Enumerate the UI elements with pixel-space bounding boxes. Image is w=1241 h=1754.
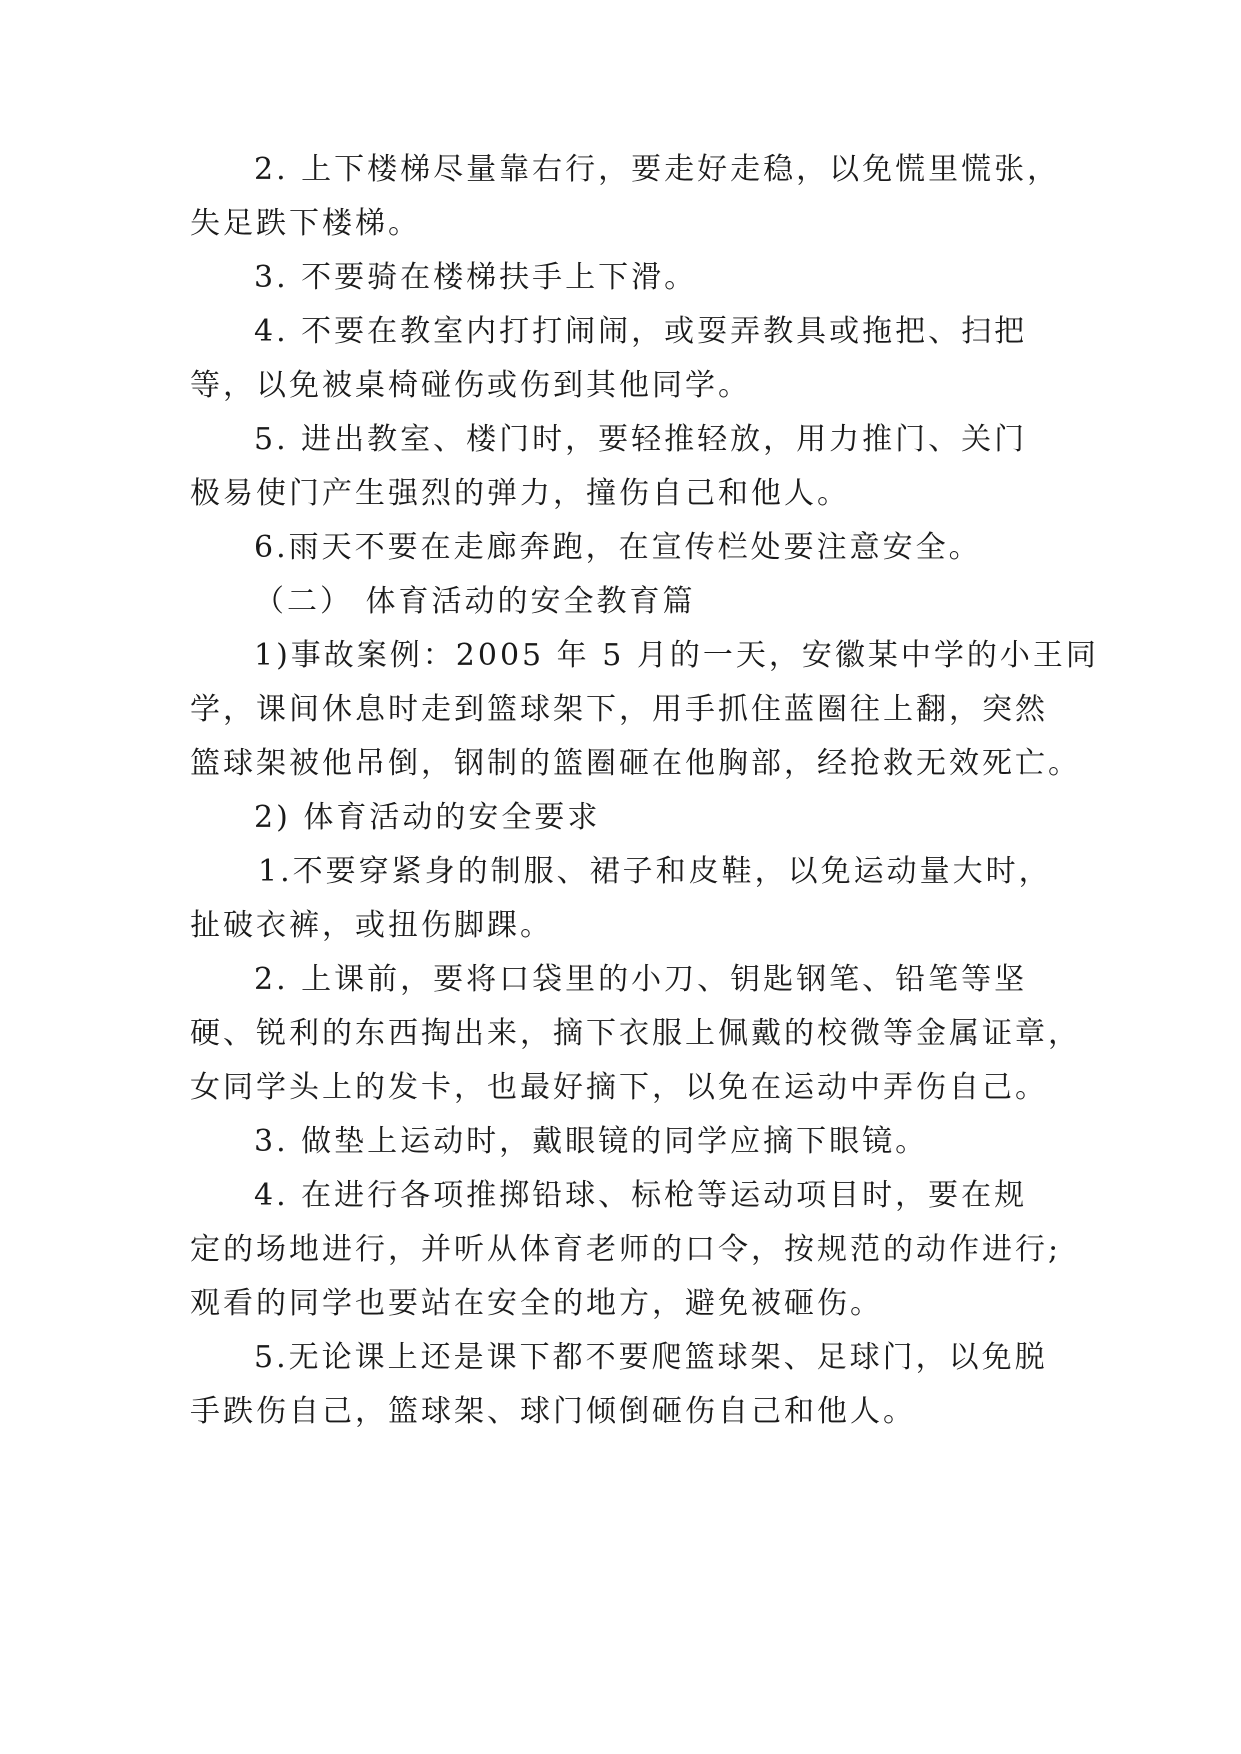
requirement-2-line-2: 硬、锐利的东西掏出来，摘下衣服上佩戴的校微等金属证章， [190,1016,1081,1051]
requirement-2-line-1: 2. 上课前，要将口袋里的小刀、钥匙钢笔、铅笔等坚 [254,962,1028,997]
requirement-3-line-1: 3. 做垫上运动时，戴眼镜的同学应摘下眼镜。 [254,1124,929,1159]
case-line-1: 1)事故案例：2005 年 5 月的一天，安徽某中学的小王同 [254,638,1099,673]
paragraph-3-line-1: 4. 不要在教室内打打闹闹，或耍弄教具或拖把、扫把 [254,314,1028,349]
paragraph-4-line-1: 5. 进出教室、楼门时，要轻推轻放，用力推门、关门 [254,422,1028,457]
requirement-5-line-1: 5.无论课上还是课下都不要爬篮球架、足球门，以免脱 [254,1340,1048,1375]
requirement-2-line-3: 女同学头上的发卡，也最好摘下，以免在运动中弄伤自己。 [190,1070,1048,1105]
paragraph-4-line-2: 极易使门产生强烈的弹力，撞伤自己和他人。 [190,476,850,511]
requirement-1-line-1: 1.不要穿紧身的制服、裙子和皮鞋，以免运动量大时， [258,854,1052,889]
case-line-3: 篮球架被他吊倒，钢制的篮圈砸在他胸部，经抢救无效死亡。 [190,746,1081,781]
requirement-4-line-2: 定的场地进行，并听从体育老师的口令，按规范的动作进行; [190,1232,1062,1267]
requirement-1-line-2: 扯破衣裤，或扭伤脚踝。 [190,908,553,943]
paragraph-1-line-1: 2. 上下楼梯尽量靠右行，要走好走稳，以免慌里慌张， [254,152,1061,187]
section-heading: （二） 体育活动的安全教育篇 [254,584,696,619]
subsection-heading: 2) 体育活动的安全要求 [254,800,601,835]
requirement-5-line-2: 手跌伤自己，篮球架、球门倾倒砸伤自己和他人。 [190,1394,916,1429]
requirement-4-line-1: 4. 在进行各项推掷铅球、标枪等运动项目时，要在规 [254,1178,1028,1213]
paragraph-1-line-2: 失足跌下楼梯。 [190,206,421,241]
case-line-2: 学，课间休息时走到篮球架下，用手抓住蓝圈往上翻，突然 [190,692,1048,727]
paragraph-5-line-1: 6.雨天不要在走廊奔跑，在宣传栏处要注意安全。 [254,530,982,565]
paragraph-2-line-1: 3. 不要骑在楼梯扶手上下滑。 [254,260,698,295]
requirement-4-line-3: 观看的同学也要站在安全的地方，避免被砸伤。 [190,1286,883,1321]
paragraph-3-line-2: 等，以免被桌椅碰伤或伤到其他同学。 [190,368,751,403]
